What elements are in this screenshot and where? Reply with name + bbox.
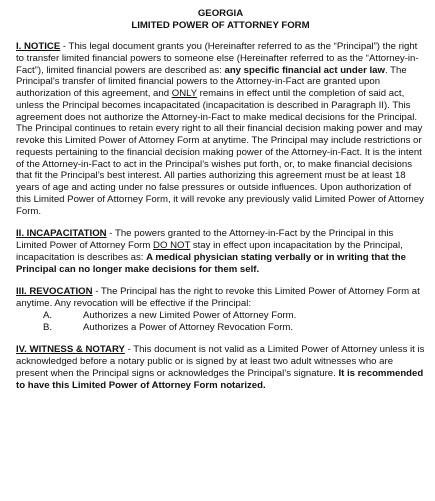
revocation-item-a xyxy=(16,310,425,322)
notice-bold-1: any specific financial act under law xyxy=(224,64,385,76)
list-letter: B. xyxy=(43,321,53,333)
section-heading-notice: I. NOTICE xyxy=(16,41,61,52)
notice-text-3: remains in effect until the completion of said act, unless the Principal becomes incapacitated (incapacitation is described in Paragraph II). This agreement does not authorize the Attorney-in-Fact to make medical decisions for the Principal. The Principal continues to retain every right to all their financial decision making power and may revoke this Limited Power of Attorney Form at anytime. The Principal may include restrictions or requests pertaining to the financial decision making power of the Attorney-in-Fact. It is the intent of the Attorney-in-Fact to act in the Principal’s wishes put forth, or, to make financial decisions that fit the Principal’s best interest. All parties authorizing this agreement must be at least 18 years of age and acting under no false pressures or outside influences. Upon authorization of this Limited Power of Attorney Form, it will revoke any previously valid Limited Power of Attorney Form. xyxy=(16,88,424,217)
revocation-item-b xyxy=(16,322,425,334)
section-heading-witness: IV. WITNESS & NOTARY xyxy=(16,344,125,356)
incapacitation-underline-1: DO NOT xyxy=(153,240,191,251)
document-title xyxy=(16,8,425,31)
witness-bold-1: It is recommended to have this Limited Power of Attorney Form notarized. xyxy=(16,367,424,391)
spacer xyxy=(16,333,425,344)
list-text: Authorizes a Power of Attorney Revocation Form. xyxy=(83,321,294,333)
notice-text-1: - This legal document grants you (Hereinafter referred to as the “Principal”) the right to transfer limited financial powers to someone else (Hereinafter referred to as the “Attorney-in-Fact”), limited financial powers are described as: xyxy=(16,41,419,76)
list-text: Authorizes a new Limited Power of Attorney Form. xyxy=(83,309,297,321)
notice-text-2: . The Principal’s transfer of limited financial powers to the Attorney-in-Fact are granted upon authorization of this agreement, and xyxy=(16,64,407,99)
section-witness xyxy=(16,344,425,391)
section-incapacitation xyxy=(16,228,425,275)
incapacitation-bold-1: A medical physician stating verbally or in writing that the Principal can no longer make decisions for them self. xyxy=(16,251,406,275)
title-state: GEORGIA xyxy=(197,8,244,19)
title-form-name: LIMITED POWER OF ATTORNEY FORM xyxy=(131,19,310,31)
section-heading-revocation: III. REVOCATION xyxy=(16,286,93,298)
list-letter: A. xyxy=(43,309,53,321)
revocation-text-1: - The Principal has the right to revoke this Limited Power of Attorney Form at anytime. Any revocation will be effective if the Principal: xyxy=(16,286,420,309)
spacer xyxy=(16,217,425,228)
notice-underline-1: ONLY xyxy=(171,88,197,99)
witness-text-1: - This document is not valid as a Limited Power of Attorney unless it is acknowledged before a notary public or is signed by at least two adult witnesses who are present when the Principal signs or acknowledges the Principal’s signature. xyxy=(16,344,425,379)
section-revocation xyxy=(16,286,425,310)
spacer xyxy=(16,275,425,286)
incapacitation-text-1: - The powers granted to the Attorney-in-Fact by the Principal in this Limited Power of Attorney Form xyxy=(16,228,394,251)
section-heading-incapacitation: II. INCAPACITATION xyxy=(16,228,107,240)
incapacitation-text-2: stay in effect upon incapacitation by the Principal, incapacitation is describes as: xyxy=(16,240,403,263)
spacer xyxy=(16,31,425,41)
section-notice xyxy=(16,41,425,217)
